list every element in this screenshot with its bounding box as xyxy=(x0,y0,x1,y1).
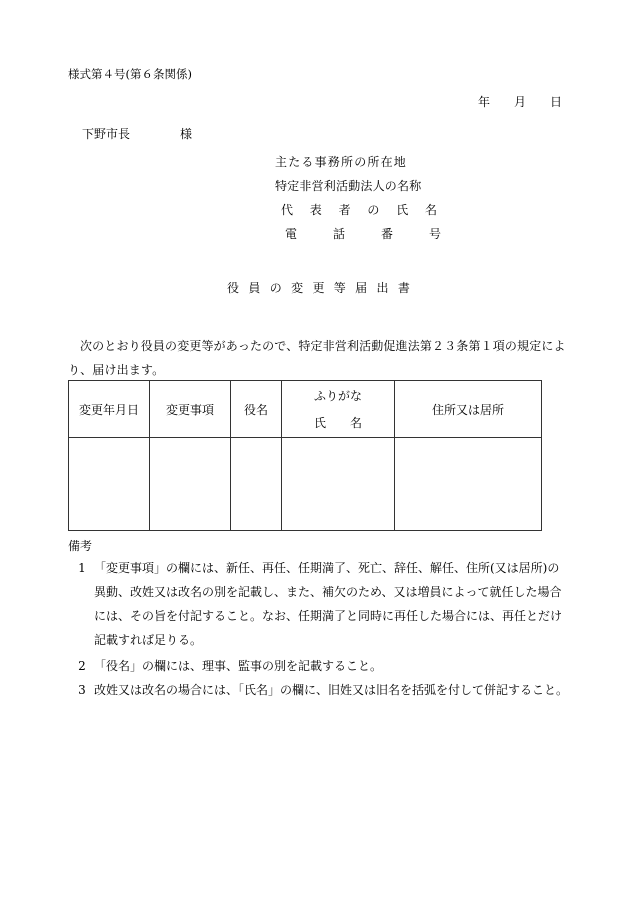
title-char: 更 xyxy=(312,281,325,295)
applicant-representative-label xyxy=(275,204,437,216)
cell-address[interactable] xyxy=(395,438,542,531)
phone-char: 電 xyxy=(285,227,298,241)
addressee xyxy=(82,128,192,140)
title-char: 書 xyxy=(397,281,410,295)
title-char: 変 xyxy=(291,281,304,295)
remark-text: 「変更事項」の欄には、新任、再任、任期満了、死亡、辞任、解任、住所(又は居所)の異動、改姓又は改名の別を記載し、また、補欠のため、又は増員によって就任した場合には、その旨を付記すること。なお、任期満了と同時に再任した場合には、再任とだけ記載すれば足りる。 xyxy=(94,561,563,647)
remark-note xyxy=(70,678,570,702)
remark-note xyxy=(70,654,570,678)
rep-char: 者 xyxy=(338,203,351,217)
phone-char: 番 xyxy=(380,227,393,241)
rep-char: 代 xyxy=(281,203,294,217)
rep-char: 氏 xyxy=(396,203,409,217)
header-position: 役名 xyxy=(231,381,282,438)
header-name xyxy=(282,381,395,438)
remark-number: 2 xyxy=(78,659,86,673)
applicant-address-label: 主たる事務所の所在地 xyxy=(275,155,408,169)
header-name-char: 氏 xyxy=(314,416,327,430)
table-header-row xyxy=(69,381,542,438)
cell-position[interactable] xyxy=(231,438,282,531)
header-name-char: 名 xyxy=(349,416,362,430)
title-char: 出 xyxy=(376,281,389,295)
header-change-item: 変更事項 xyxy=(150,381,231,438)
title-char: 員 xyxy=(248,281,261,295)
cell-name[interactable] xyxy=(282,438,395,531)
rep-char: 表 xyxy=(309,203,322,217)
title-char: 等 xyxy=(333,281,346,295)
phone-char: 号 xyxy=(428,227,441,241)
body-text: 次のとおり役員の変更等があったので、特定非営利活動促進法第２３条第１項の規定により、届け出ます。 xyxy=(68,339,566,377)
phone-char: 話 xyxy=(332,227,345,241)
title-char: の xyxy=(269,281,282,295)
remark-number: 3 xyxy=(78,683,86,697)
cell-change-item[interactable] xyxy=(150,438,231,531)
officer-change-table xyxy=(68,380,542,531)
date-year-label: 年 xyxy=(478,95,491,109)
applicant-corp-name-label: 特定非営利活動法人の名称 xyxy=(275,179,422,193)
header-address: 住所又は居所 xyxy=(395,381,542,438)
date-month-label: 月 xyxy=(514,95,527,109)
rep-char: 名 xyxy=(424,203,437,217)
remark-text: 改姓又は改名の場合には、「氏名」の欄に、旧姓又は旧名を括弧を付して併記すること。 xyxy=(94,683,569,697)
addressee-honorific: 様 xyxy=(180,127,193,141)
header-furigana: ふりがな xyxy=(313,389,362,403)
title-char: 役 xyxy=(227,281,240,295)
table-row xyxy=(69,438,542,531)
title-char: 届 xyxy=(355,281,368,295)
remarks-label: 備考 xyxy=(68,539,93,553)
date-day-label: 日 xyxy=(550,95,563,109)
remark-text: 「役名」の欄には、理事、監事の別を記載すること。 xyxy=(94,659,383,673)
applicant-phone-label xyxy=(275,228,441,240)
addressee-name: 下野市長 xyxy=(82,127,131,141)
header-change-date: 変更年月日 xyxy=(69,381,150,438)
cell-change-date[interactable] xyxy=(69,438,150,531)
form-number: 様式第４号(第６条関係) xyxy=(68,67,192,81)
document-title xyxy=(227,282,410,294)
remark-number: 1 xyxy=(78,561,86,575)
date-line xyxy=(478,96,562,108)
rep-char: の xyxy=(367,203,380,217)
remark-note xyxy=(70,556,570,652)
